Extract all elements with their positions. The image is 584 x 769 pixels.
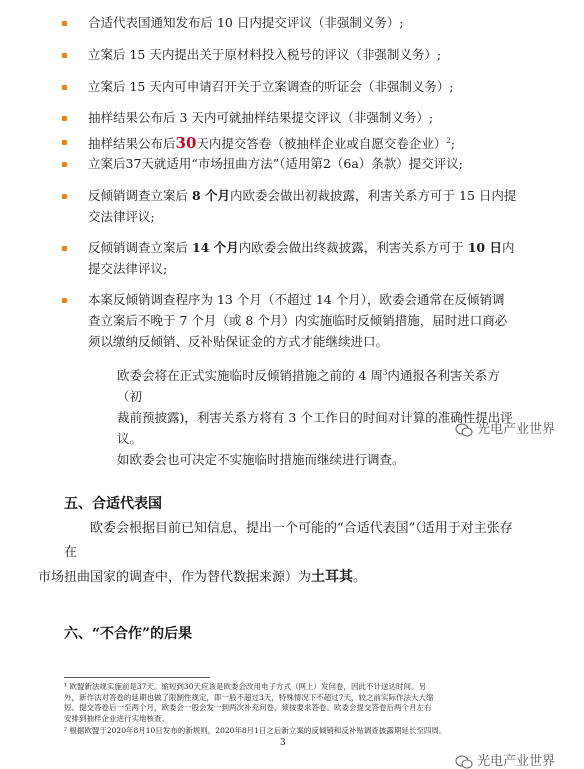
emphasis: 8 个月	[191, 188, 231, 203]
bullet-marker	[62, 116, 67, 121]
footnote-text: 外，新作法对答卷的延期也做了限制性规定，即一般不超过3天，特殊情况下不超过7天，较之前实际作法大大缩	[64, 692, 434, 702]
watermark	[455, 418, 555, 437]
bullet-marker	[62, 21, 67, 26]
bullet-text: 反倾销调查立案后	[88, 240, 192, 255]
bullet-item-2	[88, 44, 441, 65]
bullet-marker	[62, 194, 67, 199]
bullet-item-7	[88, 185, 516, 227]
bullet-text: 内欧委会做出初裁披露，利害关系方可于 15 日内提	[230, 188, 517, 203]
footnote-text: ² 根据欧盟于2020年8月10日发布的新规则，2020年8月1日之后新立案的反倾销和反补贴调查披露期延长至四周。	[64, 726, 447, 735]
watermark-text: 光电产业世界	[477, 754, 556, 769]
body-text: 市场扭曲国家的调查中，作为替代数据来源）为	[38, 570, 312, 585]
bullet-marker	[62, 85, 67, 90]
section-heading: 五、合适代表国	[64, 496, 162, 512]
section5-body	[38, 517, 524, 590]
bullet-text: 本案反倾销调查程序为 13 个月（不超过 14 个月），欧委会通常在反倾销调	[88, 292, 505, 307]
footnote-text: 安排到抽样企业进行实地核查。	[64, 713, 169, 723]
para-text: 欧委会将在正式实施临时反倾销措施之前的 4 周	[117, 368, 383, 384]
bullet-item-6	[88, 153, 463, 174]
body-text: 欧委会根据目前已知信息，提出一个可能的“合适代表国”（适用于对主张存在	[64, 521, 513, 560]
watermark-text: 光电产业世界	[477, 422, 556, 437]
bullet-marker	[62, 298, 67, 303]
wechat-icon	[455, 755, 473, 769]
bullet-text: 须以缴纳反倾销、反补贴保证金的方式才能继续进口。	[88, 334, 389, 349]
bullet-text: 提交法律评议;	[88, 261, 168, 276]
para-text: 裁前预披露)，利害关系方将有 3 个工作日的时间对计算的准确性提出评议。	[117, 410, 513, 447]
footnote-2	[64, 726, 526, 737]
bullet-item-4	[88, 107, 433, 128]
emphasis: 10 日	[467, 240, 502, 255]
bullet-text: 立案后 15 天内提出关于原材料投入税号的评议（非强制义务）;	[88, 47, 442, 62]
bullet-text: 反倾销调查立案后	[88, 188, 192, 203]
footnote-text: 短。提交答卷后一至两个月，欧委会一般会发一到两次补充问卷，须按要求答卷。欧委会提交答卷后两个月左右	[64, 703, 432, 712]
para-text: 内通报各利害关系方（初	[117, 368, 500, 405]
bullet-text: 立案后37天就适用“市场扭曲方法”（适用第2（6a）条款）提交评议;	[88, 156, 464, 171]
bullet-marker	[62, 140, 67, 145]
bullet-text: 抽样结果公布后 3 天内可就抽样结果提交评议（非强制义务）;	[88, 110, 434, 125]
emphasis: 14 个月	[191, 240, 239, 255]
bullet-text: 内	[501, 240, 515, 255]
body-line	[38, 565, 366, 590]
bullet-item-5	[88, 131, 455, 154]
emphasis-country: 土耳其	[311, 569, 354, 585]
bullet-text: 合适代表国通知发布后 10 日内提交评议（非强制义务）;	[88, 15, 404, 30]
bullet-text: ;	[450, 136, 456, 152]
footnote-divider	[64, 677, 210, 678]
bullet-text: 天内提交答卷（被抽样企业或自愿交卷企业）	[196, 136, 447, 152]
body-text: 。	[353, 570, 367, 585]
bullet-item-8	[88, 237, 514, 279]
section-heading: 六、“不合作”的后果	[64, 626, 193, 642]
footnote-ref: 3	[382, 369, 388, 377]
footnote-1	[64, 682, 526, 724]
bullet-item-3	[88, 76, 454, 97]
bullet-text: 内欧委会做出终裁披露，利害关系方可于	[238, 240, 468, 255]
para-text: 如欧委会也可决定不实施临时措施而继续进行调查。	[117, 452, 405, 468]
bullet-marker	[62, 246, 67, 251]
provisional-notice-paragraph	[117, 363, 519, 470]
page-number: 3	[280, 738, 286, 748]
bullet-item-1	[88, 12, 404, 33]
watermark-bottom	[455, 750, 555, 769]
highlight-days: 30	[175, 134, 197, 153]
bullet-marker	[62, 162, 67, 167]
bullet-text: 交法律评议;	[88, 209, 155, 224]
bullet-text: 查立案后不晚于 7 个月（或 8 个月）内实施临时反倾销措施，届时进口商必	[88, 313, 508, 328]
bullet-text: 抽样结果公布后	[88, 136, 176, 152]
footnote-ref: 2	[446, 137, 451, 145]
bullet-item-9	[88, 289, 507, 352]
bullet-marker	[62, 53, 67, 58]
footnote-text: ¹ 欧盟新法规实施前是37天。缩短到30天应该是欧委会改用电子方式（网上）发问卷，因此不计送达时间。另	[64, 682, 426, 691]
wechat-icon	[455, 423, 473, 437]
bullet-text: 立案后 15 天内可申请召开关于立案调查的听证会（非强制义务）;	[88, 79, 454, 94]
